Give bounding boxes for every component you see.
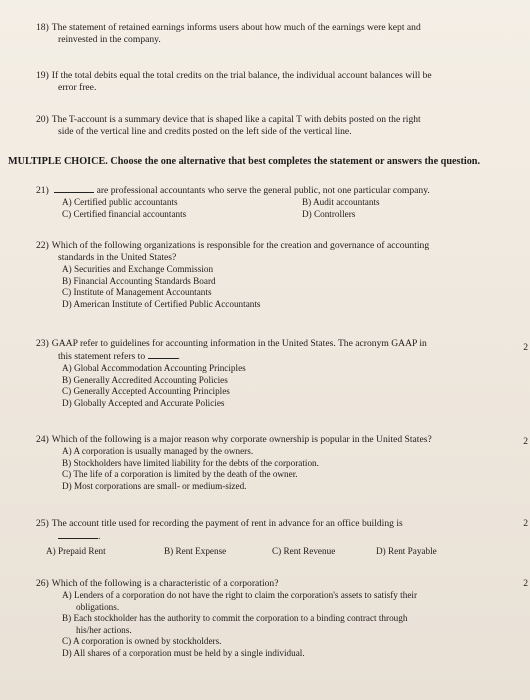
answer-blank: [148, 350, 178, 359]
question-text-cont: side of the vertical line and credits posted on the left side of the vertical line.: [58, 126, 352, 137]
question-text: GAAP refer to guidelines for accounting information in the United States. The acronym GAAP in: [51, 338, 427, 349]
option-d: D) American Institute of Certified Public Accountants: [62, 298, 261, 309]
option-a: A) Global Accommodation Accounting Principles: [62, 363, 246, 373]
margin-number: 2: [523, 436, 528, 447]
section-instructions: Choose the one alternative that best completes the statement or answers the question.: [110, 156, 480, 167]
question-text: are professional accountants who serve the general public, not one particular company.: [96, 185, 430, 196]
option-a: A) Certified public accountants: [62, 197, 178, 207]
question-text: Which of the following organizations is responsible for the creation and governance of accounting: [51, 240, 430, 251]
option-b: B) Each stockholder has the authority to commit the corporation to a binding contract through: [62, 613, 408, 624]
question-number: 22): [36, 240, 49, 251]
question-number: 21): [36, 185, 49, 196]
question-text: Which of the following is a characteristic of a corporation?: [51, 578, 279, 589]
question-text-cont: reinvested in the company.: [58, 34, 161, 45]
question-text-cont: error free.: [58, 82, 97, 93]
option-c: C) Rent Revenue: [272, 546, 336, 556]
option-b-cont: his/her actions.: [76, 624, 132, 635]
question-text: The statement of retained earnings informs users about how much of the earnings were kept and: [51, 22, 421, 33]
option-d: D) Controllers: [302, 208, 356, 219]
option-b: B) Rent Expense: [164, 546, 227, 556]
question-21: [36, 184, 430, 220]
question-18: [36, 22, 421, 46]
option-c: C) The life of a corporation is limited by the death of the owner.: [62, 469, 298, 480]
question-number: 25): [36, 518, 49, 529]
option-a: A) Securities and Exchange Commission: [62, 264, 214, 274]
answer-blank: [58, 530, 98, 539]
question-number: 24): [36, 434, 49, 445]
option-d: D) Globally Accepted and Accurate Policies: [62, 397, 225, 408]
option-d: D) All shares of a corporation must be held by a single individual.: [62, 647, 305, 658]
section-label: MULTIPLE CHOICE.: [8, 156, 108, 167]
question-number: 18): [36, 22, 49, 33]
margin-number: 2: [523, 578, 528, 589]
question-24: [36, 434, 432, 492]
option-b: B) Generally Accredited Accounting Policies: [62, 374, 228, 385]
question-text-cont: this statement refers to: [58, 351, 146, 362]
question-number: 23): [36, 338, 49, 349]
option-b: B) Stockholders have limited liability for the debts of the corporation.: [62, 457, 319, 468]
question-text-cont: standards in the United States?: [58, 252, 177, 263]
option-c: C) Certified financial accountants: [62, 208, 187, 219]
question-22: [36, 240, 429, 310]
question-20: [36, 114, 421, 138]
question-text: If the total debits equal the total credits on the trial balance, the individual account balances will be: [51, 70, 432, 81]
option-c: C) Institute of Management Accountants: [62, 287, 212, 298]
option-c: C) Generally Accepted Accounting Principles: [62, 386, 230, 397]
question-26: [36, 578, 417, 660]
margin-number: 2: [523, 518, 528, 529]
option-a: A) Prepaid Rent: [46, 546, 106, 556]
section-heading: [8, 156, 480, 167]
answer-blank: [54, 184, 94, 193]
option-b: B) Financial Accounting Standards Board: [62, 275, 216, 286]
question-23: 23) GAAP refer to guidelines for accounting information in the United States. The acronym GAAP in this statement refers to . A) Global Accommodation Accounting Principles B) Generally Accredited Accounting Policies C) Generally Accepted Accounting Principles D) Globally Accepted and Accurate Policies: [36, 338, 427, 408]
question-text: The T-account is a summary device that is shaped like a capital T with debits posted on the right: [51, 114, 421, 125]
question-number: 20): [36, 114, 49, 125]
question-text: The account title used for recording the payment of rent in advance for an office building is: [51, 518, 403, 529]
question-text: Which of the following is a major reason why corporate ownership is popular in the United States?: [51, 434, 432, 445]
option-d: D) Rent Payable: [376, 546, 437, 556]
option-a-cont: obligations.: [76, 601, 120, 612]
option-a: A) Lenders of a corporation do not have the right to claim the corporation's assets to satisfy their: [62, 590, 418, 600]
option-b: B) Audit accountants: [302, 197, 380, 207]
option-c: C) A corporation is owned by stockholders.: [62, 636, 222, 647]
question-19: [36, 70, 432, 94]
question-number: 19): [36, 70, 49, 81]
question-25: 25) The account title used for recording the payment of rent in advance for an office building is . A) Prepaid Rent B) Rent Expense C) Rent Revenue D) Rent Payable: [36, 518, 437, 556]
option-a: A) A corporation is usually managed by the owners.: [62, 446, 254, 456]
question-number: 26): [36, 578, 49, 589]
option-d: D) Most corporations are small- or medium-sized.: [62, 480, 247, 491]
margin-number: 2: [523, 342, 528, 353]
